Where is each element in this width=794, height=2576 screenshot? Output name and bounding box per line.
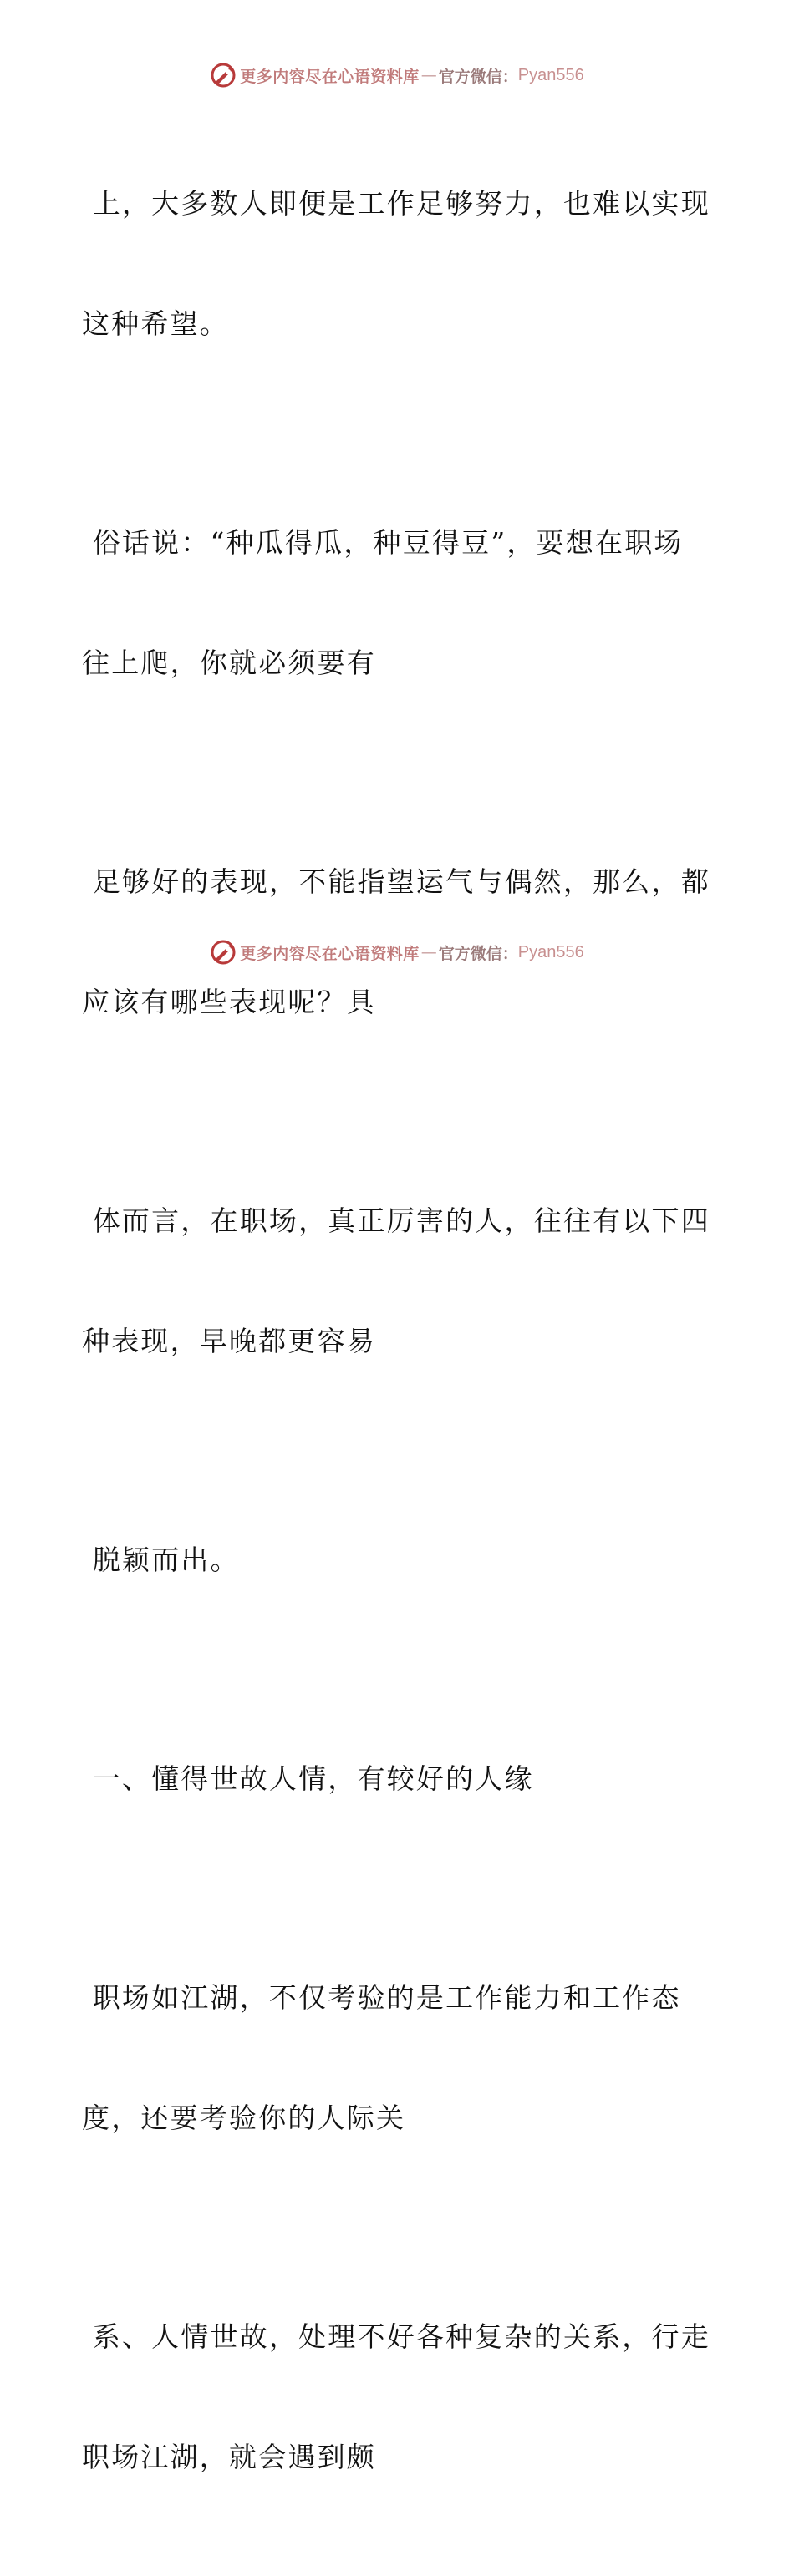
paragraph (82, 1898, 717, 2219)
text-line: 俗话说：“种瓜得瓜，种豆得豆”，要想在职场 (82, 526, 684, 559)
text-line: 体而言，在职场，真正厉害的人，往往有以下四 (82, 1204, 710, 1237)
text-line: 上，大多数人即便是工作足够努力，也难以实现 (82, 187, 710, 220)
paragraph (82, 2237, 717, 2558)
footer-watermark-banner (0, 938, 794, 966)
section-heading (82, 1679, 717, 1879)
banner-slogan: 更多内容尽在心语资料库 (240, 67, 420, 86)
text-line: 脱颖而出。 (82, 1544, 240, 1576)
document-body (82, 104, 717, 2576)
logo-seal-icon (210, 62, 237, 89)
text-line: 职场江湖，就会遇到颇 (82, 2441, 376, 2473)
text-line: 应该有哪些表现呢？具 (82, 986, 376, 1018)
paragraph (82, 443, 717, 763)
banner-dash: — (420, 66, 437, 84)
banner-slogan: 更多内容尽在心语资料库 (240, 944, 420, 963)
banner-wechat-id: Pyan556 (517, 65, 584, 84)
logo-seal-icon (210, 939, 237, 966)
paragraph (82, 1460, 717, 1661)
text-line: 这种希望。 (82, 307, 229, 340)
text-line: 往上爬，你就必须要有 (82, 647, 376, 679)
text-line: 职场如江湖，不仅考验的是工作能力和工作态 (82, 1981, 681, 2014)
banner-wechat-label: 官方微信： (438, 944, 518, 963)
text-line: 一、懂得世故人情，有较好的人缘 (82, 1762, 534, 1795)
text-line: 种表现，早晚都更容易 (82, 1325, 376, 1357)
header-watermark-banner (0, 61, 794, 89)
banner-wechat-label: 官方微信： (438, 67, 518, 86)
paragraph (82, 104, 717, 424)
paragraph (82, 1121, 717, 1442)
text-line: 系、人情世故，处理不好各种复杂的关系，行走 (82, 2320, 710, 2353)
text-line: 度，还要考验你的人际关 (82, 2102, 406, 2134)
banner-dash: — (420, 943, 437, 961)
banner-wechat-id: Pyan556 (517, 942, 584, 961)
text-line: 足够好的表现，不能指望运气与偶然，那么，都 (82, 865, 710, 898)
